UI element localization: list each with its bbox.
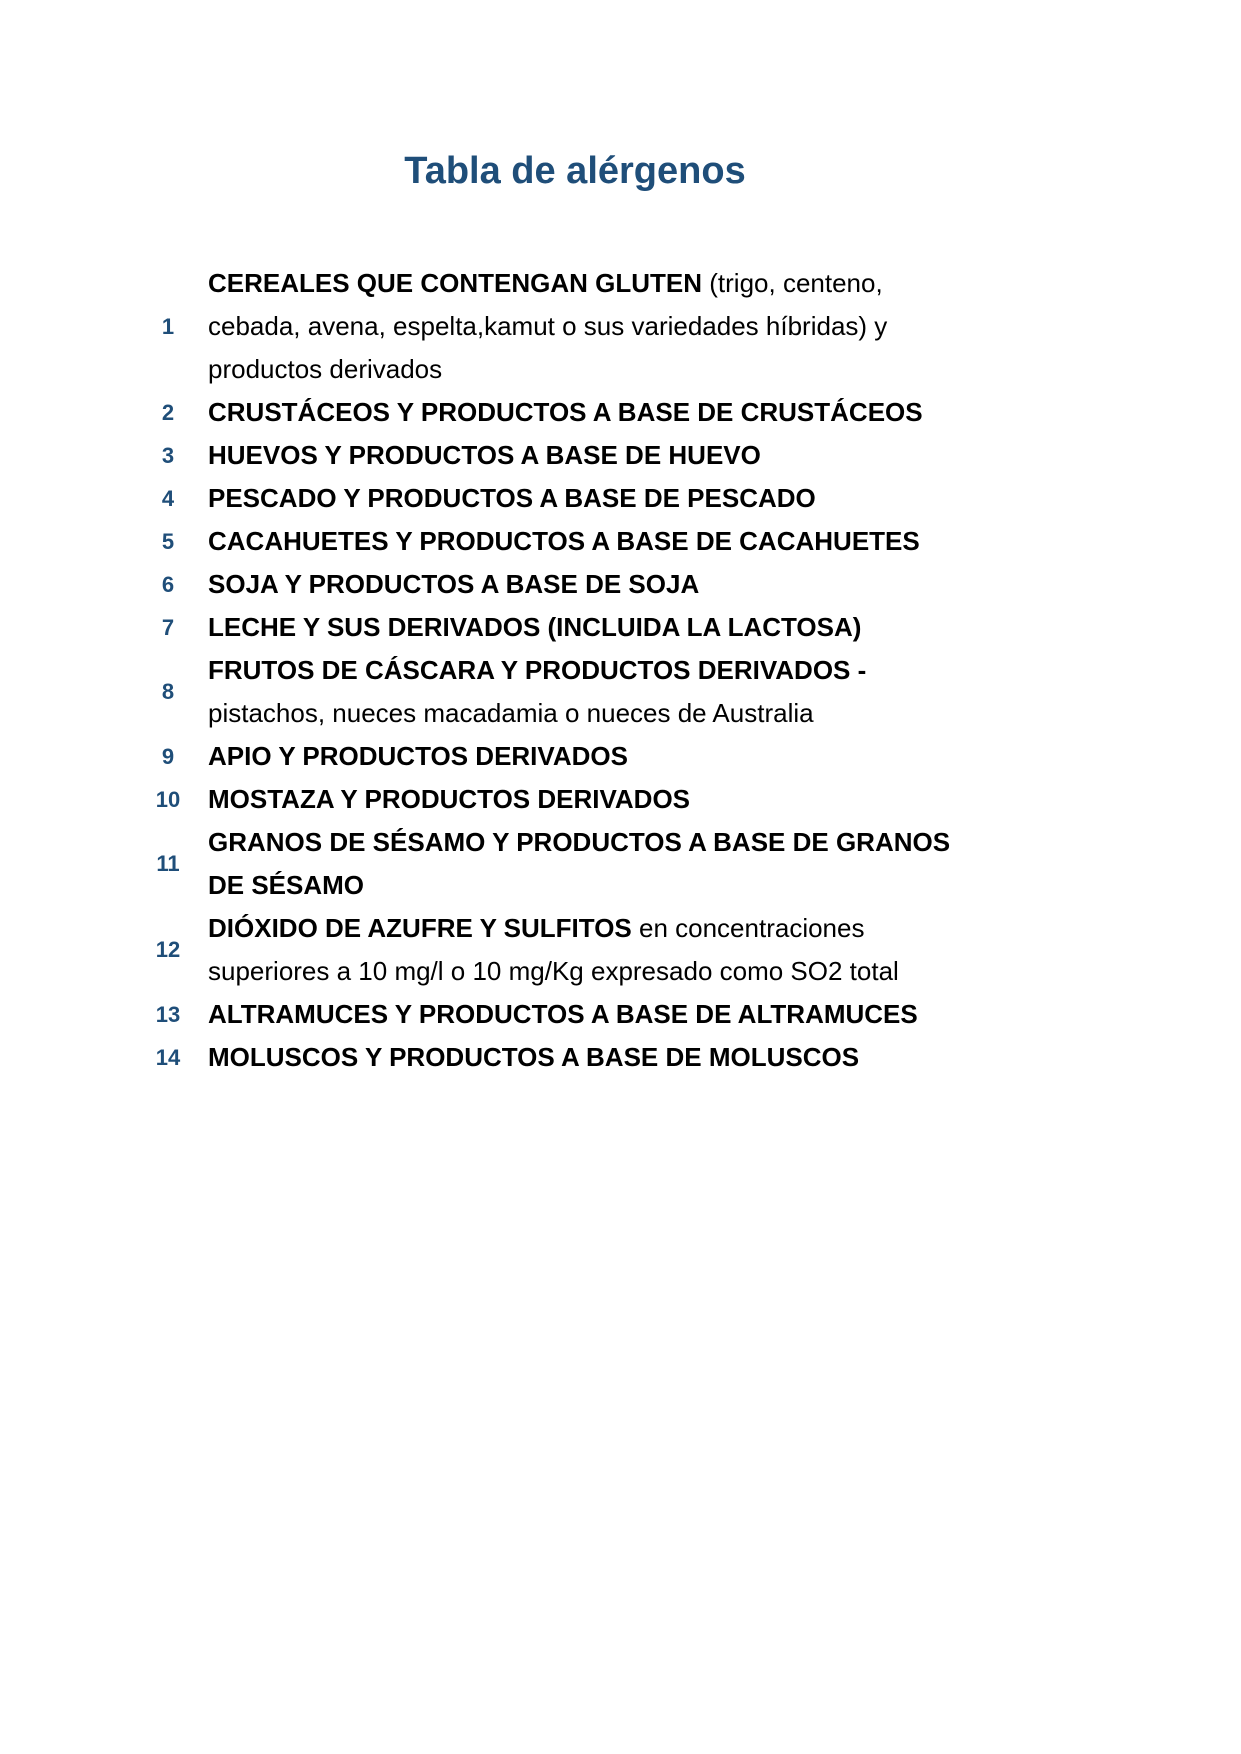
allergen-detail: pistachos, nueces macadamia o nueces de Australia	[208, 698, 814, 728]
allergen-description	[208, 262, 968, 391]
table-row	[128, 907, 968, 993]
allergen-name: HUEVOS Y PRODUCTOS A BASE DE HUEVO	[208, 440, 761, 470]
table-row	[128, 520, 968, 563]
table-row	[128, 1036, 968, 1079]
allergen-number: 4	[161, 485, 175, 511]
table-row	[128, 606, 968, 649]
allergen-description	[208, 993, 968, 1036]
allergen-name: MOLUSCOS Y PRODUCTOS A BASE DE MOLUSCOS	[208, 1042, 860, 1072]
allergen-number: 10	[155, 786, 181, 812]
allergen-name: APIO Y PRODUCTOS DERIVADOS	[208, 741, 628, 771]
allergen-name: CACAHUETES Y PRODUCTOS A BASE DE CACAHUETES	[208, 526, 920, 556]
allergen-name: LECHE Y SUS DERIVADOS (INCLUIDA LA LACTOSA)	[208, 612, 862, 642]
allergen-description	[208, 520, 968, 563]
allergen-number: 14	[155, 1044, 181, 1070]
page-title: Tabla de alérgenos	[404, 150, 746, 192]
allergen-description	[208, 649, 968, 735]
allergen-number: 3	[161, 442, 175, 468]
allergen-name: FRUTOS DE CÁSCARA Y PRODUCTOS DERIVADOS -	[208, 655, 867, 685]
table-row	[128, 563, 968, 606]
allergen-number: 9	[161, 743, 175, 769]
allergen-description	[208, 907, 968, 993]
table-row	[128, 821, 968, 907]
allergen-name: CRUSTÁCEOS Y PRODUCTOS A BASE DE CRUSTÁCEOS	[208, 397, 923, 427]
allergen-name: DIÓXIDO DE AZUFRE Y SULFITOS	[208, 913, 632, 943]
allergen-description	[208, 477, 968, 520]
allergen-number: 1	[161, 313, 175, 339]
allergen-table	[128, 262, 968, 1079]
allergen-number: 2	[161, 399, 175, 425]
table-row	[128, 649, 968, 735]
table-row	[128, 993, 968, 1036]
allergen-name: SOJA Y PRODUCTOS A BASE DE SOJA	[208, 569, 700, 599]
allergen-name: MOSTAZA Y PRODUCTOS DERIVADOS	[208, 784, 691, 814]
allergen-name: ALTRAMUCES Y PRODUCTOS A BASE DE ALTRAMUCES	[208, 999, 918, 1029]
allergen-number: 6	[161, 571, 175, 597]
allergen-description	[208, 821, 968, 907]
allergen-description	[208, 606, 968, 649]
table-row	[128, 262, 968, 391]
allergen-description	[208, 735, 968, 778]
allergen-number: 5	[161, 528, 175, 554]
allergen-name: PESCADO Y PRODUCTOS A BASE DE PESCADO	[208, 483, 816, 513]
allergen-description	[208, 1036, 968, 1079]
allergen-number: 12	[155, 937, 181, 962]
allergen-description	[208, 434, 968, 477]
allergen-description	[208, 391, 968, 434]
allergen-number: 11	[156, 851, 180, 876]
table-row	[128, 434, 968, 477]
allergen-description	[208, 778, 968, 821]
table-row	[128, 735, 968, 778]
allergen-name: GRANOS DE SÉSAMO Y PRODUCTOS A BASE DE GRANOS DE SÉSAMO	[208, 827, 951, 900]
table-row	[128, 391, 968, 434]
table-row	[128, 477, 968, 520]
allergen-name: CEREALES QUE CONTENGAN GLUTEN	[208, 268, 703, 298]
allergen-number: 7	[161, 614, 175, 640]
allergen-number: 13	[155, 1001, 181, 1027]
allergen-number: 8	[161, 679, 175, 704]
allergen-detail: en concentraciones superiores a 10 mg/l o 10 mg/Kg expresado como SO2 total	[208, 913, 899, 986]
allergen-detail: (trigo, centeno, cebada, avena, espelta,kamut o sus variedades híbridas) y productos derivados	[208, 268, 888, 384]
table-row	[128, 778, 968, 821]
allergen-description	[208, 563, 968, 606]
